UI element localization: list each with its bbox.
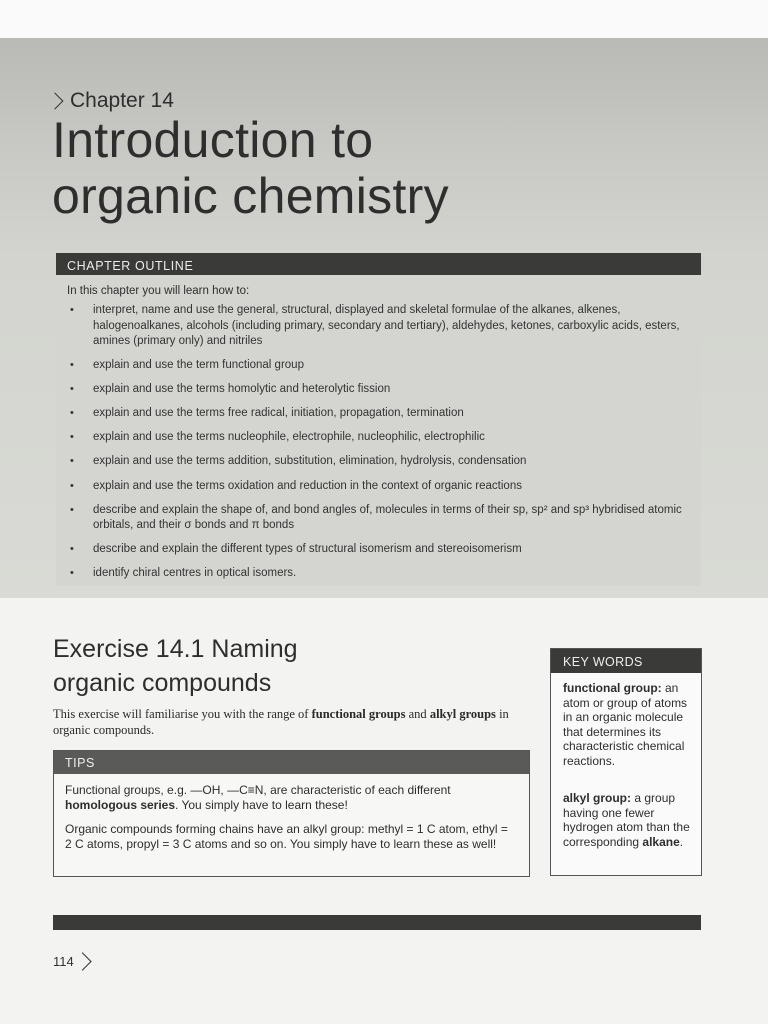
bullet-icon: • [70,543,74,556]
tips-heading: TIPS [54,751,529,774]
tips-box [53,750,530,877]
chapter-outline-box [56,253,701,586]
outline-item: • describe and explain the shape of, and bond angles of, molecules in terms of their sp, sp² and sp³ hybridised atomic orbitals, and their σ bonds and π bonds [70,503,682,532]
tips-paragraph-1: Functional groups, e.g. —OH, —C≡N, are characteristic of each different homologous series. You simply have to learn these! [65,783,451,812]
outline-item: • explain and use the terms addition, substitution, elimination, hydrolysis, condensation [67,454,687,470]
exercise-title [53,632,513,700]
bullet-icon: • [70,503,74,516]
outline-item: • interpret, name and use the general, structural, displayed and skeletal formulae of the alkanes, alkenes, halogenoalkanes, alcohols (including primary, secondary and tertiary), aldehydes, ketones, carboxylic acids, esters, amines (primary only) and nitriles [70,304,680,347]
alkyl-groups-term: alkyl groups [429,707,496,721]
chapter-label-text: Chapter 14 [70,89,174,112]
key-words-heading: KEY WORDS [551,649,701,673]
tips-paragraph-2: Organic compounds forming chains have an alkyl group: methyl = 1 C atom, ethyl = 2 C atoms, propyl = 3 C atoms and so on. You simply have to learn these as well! [65,822,508,851]
outline-item: • describe and explain the different types of structural isomerism and stereoisomerism [67,542,687,558]
key-words-box [550,648,702,876]
outline-item: • identify chiral centres in optical isomers. [67,566,687,582]
homologous-series-term: homologous series [65,798,176,812]
exercise-title-line2: organic compounds [53,669,272,697]
page-number-text: 114 [53,954,74,969]
outline-item: • explain and use the term functional group [67,358,687,374]
chapter-title [52,112,449,224]
bullet-icon: • [70,431,74,444]
page-number [53,954,89,969]
top-margin [0,0,768,38]
outline-item: • explain and use the terms free radical, initiation, propagation, termination [67,406,687,422]
bullet-icon: • [70,359,74,372]
outline-item: • explain and use the terms homolytic and heterolytic fission [67,382,687,398]
outline-item: • explain and use the terms oxidation and reduction in the context of organic reactions [67,479,687,495]
exercise-title-line1: Exercise 14.1 Naming [53,635,298,663]
exercise-intro: This exercise will familiarise you with the range of functional groups and alkyl groups in organic compounds. [53,707,509,737]
bullet-icon: • [70,407,74,420]
key-word-functional-group: functional group: an atom or group of atoms in an organic molecule that determines its characteristic chemical reactions. [563,681,688,768]
key-word-alkyl-group: alkyl group: a group having one fewer hydrogen atom than the corresponding alkane. [563,791,690,849]
bullet-icon: • [70,304,74,316]
chapter-title-line1: Introduction to [52,112,374,168]
chapter-outline-list [67,303,687,590]
chapter-title-line2: organic chemistry [52,168,449,224]
chevron-right-icon [73,952,91,970]
bullet-icon: • [70,567,74,580]
functional-groups-term: functional groups [311,707,406,721]
outline-item: • explain and use the terms nucleophile, electrophile, nucleophilic, electrophilic [67,430,687,446]
bullet-icon: • [70,383,74,396]
bullet-icon: • [70,455,74,468]
chapter-outline-intro: In this chapter you will learn how to: [67,285,250,297]
chapter-outline-heading: CHAPTER OUTLINE [56,253,701,275]
chapter-label [52,89,174,113]
bullet-icon: • [70,479,74,492]
footer-bar [53,915,701,930]
